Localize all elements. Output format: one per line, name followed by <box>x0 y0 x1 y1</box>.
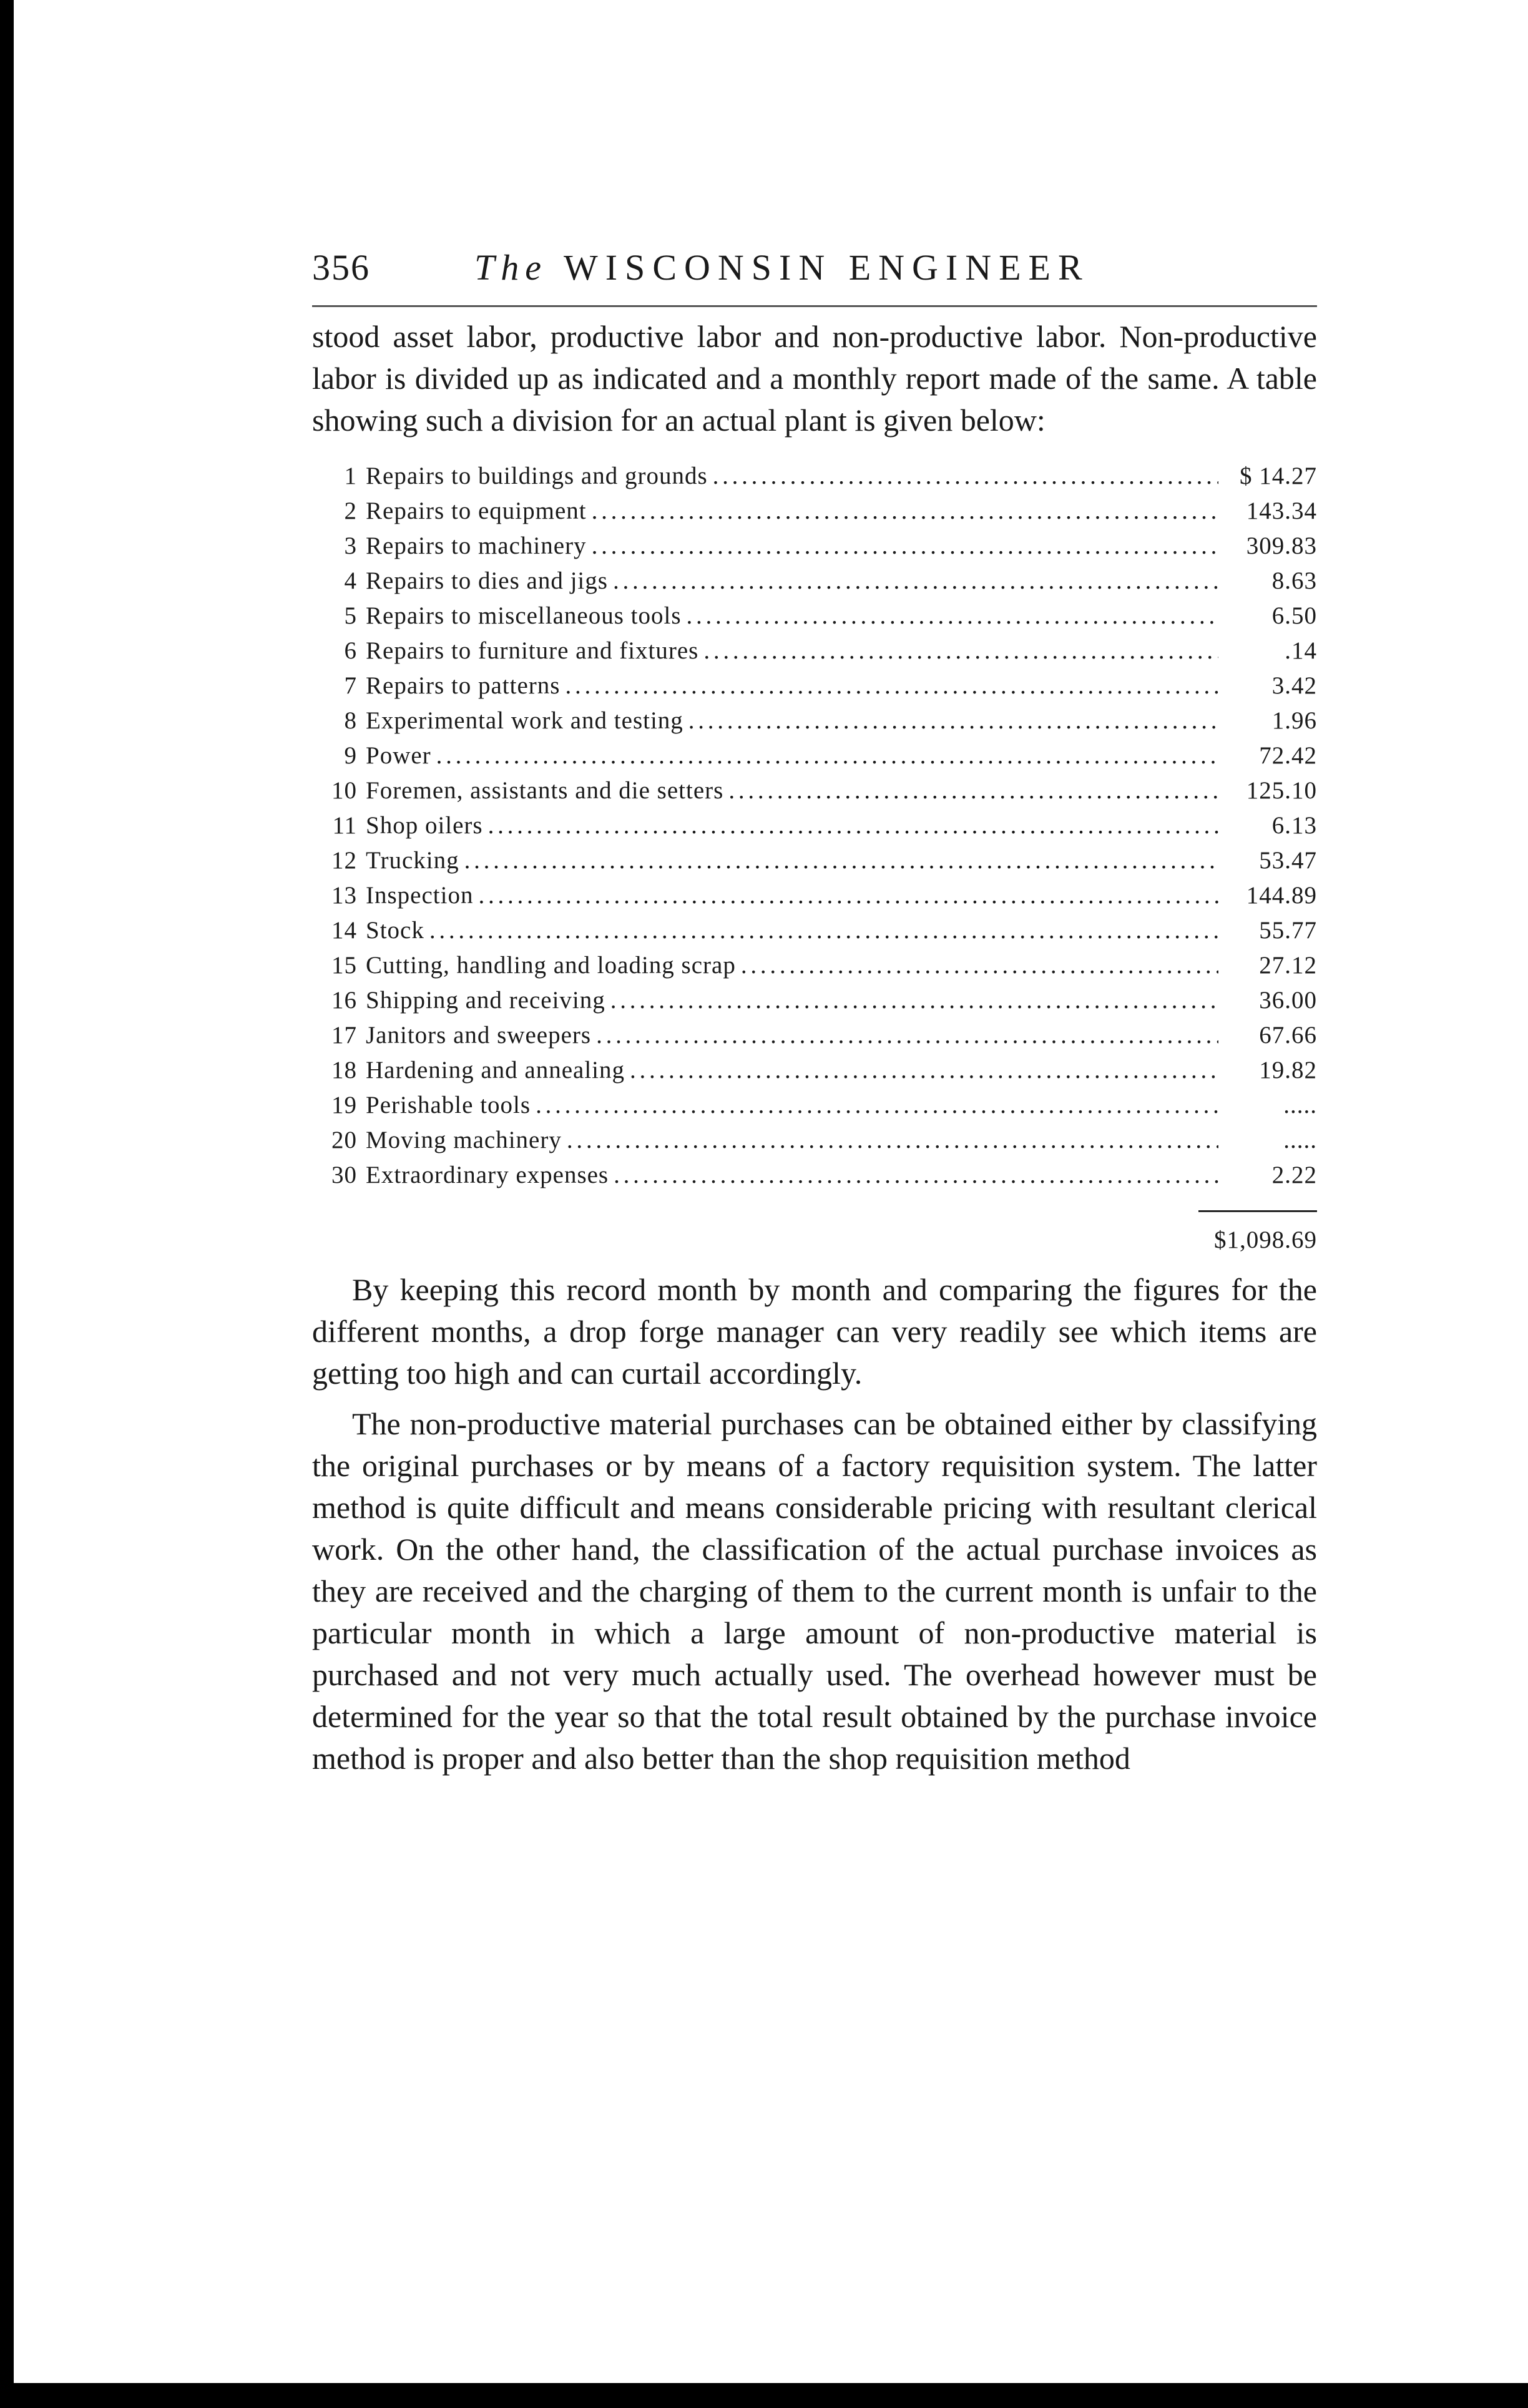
row-amount: 1.96 <box>1271 707 1317 734</box>
row-number: 18 <box>331 1057 357 1084</box>
dot-leader <box>436 738 1218 773</box>
table-row <box>312 773 1317 808</box>
row-amount: 309.83 <box>1246 532 1317 559</box>
table-row <box>312 843 1317 878</box>
table-row <box>312 1158 1317 1193</box>
dot-leader <box>688 703 1218 738</box>
table-row <box>312 913 1317 948</box>
table-row <box>312 529 1317 564</box>
scan-border-left <box>0 0 14 2408</box>
row-number: 10 <box>331 777 357 804</box>
row-number: 2 <box>344 497 357 524</box>
row-amount: 36.00 <box>1259 987 1317 1014</box>
row-amount: 19.82 <box>1259 1057 1317 1084</box>
row-label: Repairs to equipment <box>366 497 587 524</box>
row-amount: 72.42 <box>1259 742 1317 769</box>
table-row <box>312 494 1317 529</box>
intro-paragraph: stood asset labor, productive labor and non-productive labor. Non-productive labor is divided up as indicated and a monthly report made of the same. A table showing such a division for an actual plant is given below: <box>312 319 1317 438</box>
dot-leader <box>565 668 1218 703</box>
labor-cost-table <box>312 459 1317 1193</box>
row-label: Repairs to patterns <box>366 672 561 699</box>
row-label: Shop oilers <box>366 812 483 839</box>
dot-leader <box>687 599 1218 634</box>
row-amount: 125.10 <box>1246 777 1317 804</box>
row-number: 4 <box>344 567 357 594</box>
row-amount: 6.13 <box>1271 812 1317 839</box>
dot-leader <box>478 878 1218 913</box>
row-amount: 53.47 <box>1259 847 1317 874</box>
row-label: Cutting, handling and loading scrap <box>366 952 736 979</box>
row-number: 3 <box>344 532 357 559</box>
row-amount: 67.66 <box>1259 1022 1317 1049</box>
table-row <box>312 564 1317 599</box>
row-number: 5 <box>344 602 357 629</box>
row-number: 11 <box>332 812 357 839</box>
table-row <box>312 1088 1317 1123</box>
dot-leader <box>713 459 1218 494</box>
table-row <box>312 878 1317 913</box>
row-number: 15 <box>331 952 357 979</box>
dot-leader <box>592 494 1218 529</box>
row-number: 20 <box>331 1127 357 1153</box>
table-row <box>312 599 1317 634</box>
row-amount: $ 14.27 <box>1240 463 1317 489</box>
dot-leader <box>488 808 1218 843</box>
row-label: Power <box>366 742 431 769</box>
dot-leader <box>703 634 1218 668</box>
dot-leader <box>613 564 1218 599</box>
table-total: $1,098.69 <box>1214 1226 1317 1253</box>
row-number: 17 <box>331 1022 357 1049</box>
row-number: 1 <box>344 463 357 489</box>
row-label: Experimental work and testing <box>366 707 683 734</box>
row-amount: ..... <box>1283 1127 1317 1153</box>
dot-leader <box>464 843 1218 878</box>
row-amount: 144.89 <box>1246 882 1317 909</box>
row-label: Repairs to buildings and grounds <box>366 463 708 489</box>
table-row <box>312 1018 1317 1053</box>
table-row <box>312 634 1317 668</box>
row-label: Foremen, assistants and die setters <box>366 777 724 804</box>
journal-title-article: The <box>474 247 547 288</box>
body-paragraph: The non-productive material purchases can be obtained either by classifying the original purchases or by means of a factory requisition system. The latter method is quite difficult and means considerable pricing with resultant clerical work. On the other hand, the classification of the actual purchase invoices as they are received and the charging of them to the current month is unfair to the particular month in which a large amount of non-productive material is purchased and not very much actually used. The overhead however must be determined for the year so that the total result obtained by the purchase invoice method is proper and also better than the shop requisition method <box>312 1406 1317 1776</box>
row-number: 12 <box>331 847 357 874</box>
dot-leader <box>567 1123 1218 1158</box>
row-amount: 27.12 <box>1259 952 1317 979</box>
row-label: Stock <box>366 917 424 944</box>
table-row <box>312 668 1317 703</box>
row-number: 8 <box>344 707 357 734</box>
row-label: Perishable tools <box>366 1092 531 1118</box>
row-amount: 143.34 <box>1246 497 1317 524</box>
row-number: 19 <box>331 1092 357 1118</box>
row-amount: 2.22 <box>1271 1162 1317 1188</box>
dot-leader <box>596 1018 1218 1053</box>
row-number: 6 <box>344 637 357 664</box>
row-number: 7 <box>344 672 357 699</box>
row-label: Hardening and annealing <box>366 1057 625 1084</box>
scan-border-bottom <box>0 2383 1528 2408</box>
dot-leader <box>614 1158 1218 1193</box>
table-row <box>312 1123 1317 1158</box>
row-label: Repairs to dies and jigs <box>366 567 608 594</box>
row-amount: 3.42 <box>1271 672 1317 699</box>
table-row <box>312 808 1317 843</box>
table-row <box>312 703 1317 738</box>
table-row <box>312 1053 1317 1088</box>
row-number: 30 <box>331 1162 357 1188</box>
header-rule <box>312 305 1317 307</box>
row-label: Moving machinery <box>366 1127 562 1153</box>
row-label: Shipping and receiving <box>366 987 605 1014</box>
table-row <box>312 459 1317 494</box>
row-label: Trucking <box>366 847 459 874</box>
book-page <box>312 247 1317 1779</box>
dot-leader <box>592 529 1218 564</box>
total-rule <box>1198 1210 1317 1212</box>
row-label: Repairs to miscellaneous tools <box>366 602 682 629</box>
body-paragraph: By keeping this record month by month and comparing the figures for the different months, a drop forge manager can very readily see which items are getting too high and can curtail accordingly. <box>312 1272 1317 1391</box>
table-row <box>312 948 1317 983</box>
row-label: Janitors and sweepers <box>366 1022 592 1049</box>
row-label: Repairs to machinery <box>366 532 587 559</box>
dot-leader <box>741 948 1218 983</box>
row-number: 9 <box>344 742 357 769</box>
row-number: 13 <box>331 882 357 909</box>
row-label: Extraordinary expenses <box>366 1162 609 1188</box>
row-number: 16 <box>331 987 357 1014</box>
table-row <box>312 738 1317 773</box>
row-label: Inspection <box>366 882 474 909</box>
dot-leader <box>610 983 1218 1018</box>
journal-title: WISCONSIN ENGINEER <box>564 247 1090 288</box>
page-number: 356 <box>312 247 370 288</box>
row-amount: 8.63 <box>1271 567 1317 594</box>
row-amount: .14 <box>1285 637 1317 664</box>
dot-leader <box>728 773 1218 808</box>
row-label: Repairs to furniture and fixtures <box>366 637 699 664</box>
dot-leader <box>630 1053 1218 1088</box>
table-row <box>312 983 1317 1018</box>
row-amount: 55.77 <box>1259 917 1317 944</box>
row-number: 14 <box>331 917 357 944</box>
running-head <box>312 247 1317 296</box>
dot-leader <box>536 1088 1218 1123</box>
row-amount: ..... <box>1283 1092 1317 1118</box>
row-amount: 6.50 <box>1271 602 1317 629</box>
dot-leader <box>429 913 1218 948</box>
body-text <box>312 1269 1317 1779</box>
